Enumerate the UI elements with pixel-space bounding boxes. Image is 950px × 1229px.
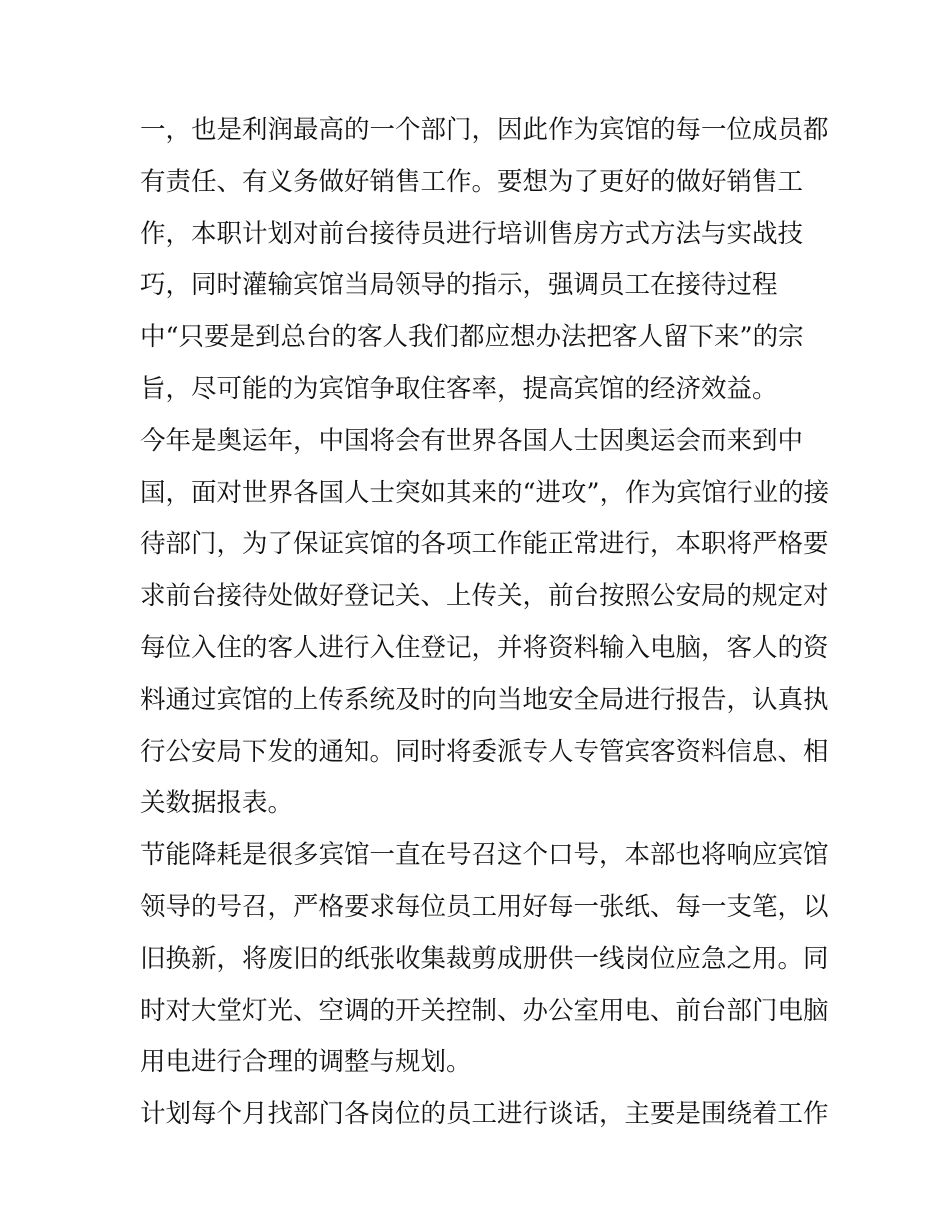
- text-line: 每位入住的客人进行入住登记，并将资料输入电脑，客人的资: [140, 632, 829, 663]
- text-line: 国，面对世界各国人士突如其来的“进攻”，作为宾馆行业的接: [140, 477, 830, 508]
- text-line: 料通过宾馆的上传系统及时的向当地安全局进行报告，认真执: [140, 684, 829, 715]
- paragraph-staff-talks: [140, 1089, 830, 1141]
- text-line: 旧换新，将废旧的纸张收集裁剪成册供一线岗位应急之用。同: [140, 943, 829, 974]
- text-line: 有责任、有义务做好销售工作。要想为了更好的做好销售工: [140, 166, 804, 197]
- document-body: [140, 105, 830, 1141]
- text-line: 中“只要是到总台的客人我们都应想办法把客人留下来”的宗: [140, 322, 804, 353]
- text-line: 用电进行合理的调整与规划。: [140, 1047, 472, 1078]
- text-line: 巧，同时灌输宾馆当局领导的指示，强调员工在接待过程: [140, 270, 778, 301]
- text-line: 领导的号召，严格要求每位员工用好每一张纸、每一支笔，以: [140, 891, 829, 922]
- paragraph-sales-training: [140, 105, 830, 416]
- text-line: 作，本职计划对前台接待员进行培训售房方式方法与实战技: [140, 218, 804, 249]
- text-line: 一，也是利润最高的一个部门，因此作为宾馆的每一位成员都: [140, 115, 829, 145]
- text-line: 节能降耗是很多宾馆一直在号召这个口号，本部也将响应宾馆: [140, 840, 829, 871]
- text-line: 计划每个月找部门各岗位的员工进行谈话，主要是围绕着工作: [140, 1099, 829, 1130]
- text-line: 行公安局下发的通知。同时将委派专人专管宾客资料信息、相: [140, 736, 829, 767]
- text-line: 时对大堂灯光、空调的开关控制、办公室用电、前台部门电脑: [140, 995, 829, 1026]
- text-line: 旨，尽可能的为宾馆争取住客率，提高宾馆的经济效益。: [140, 373, 778, 404]
- paragraph-olympic-registration: [140, 416, 830, 830]
- text-line: 今年是奥运年，中国将会有世界各国人士因奥运会而来到中: [140, 425, 804, 456]
- text-line: 关数据报表。: [140, 788, 294, 819]
- text-line: 求前台接待处做好登记关、上传关，前台按照公安局的规定对: [140, 581, 829, 612]
- text-line: 待部门，为了保证宾馆的各项工作能正常进行，本职将严格要: [140, 529, 829, 560]
- paragraph-energy-saving: [140, 830, 830, 1089]
